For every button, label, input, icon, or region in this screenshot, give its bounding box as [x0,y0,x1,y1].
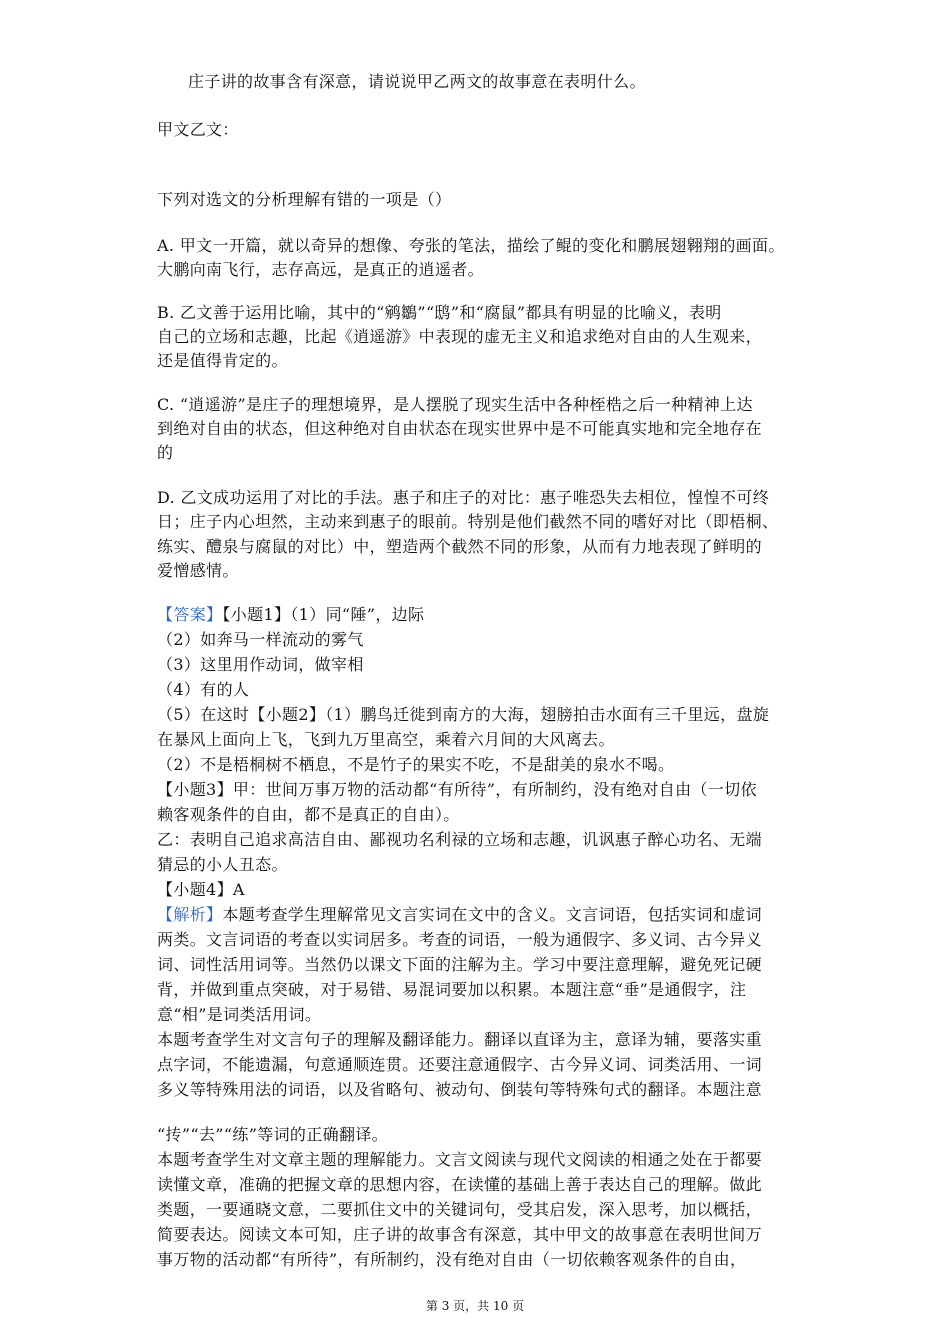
analysis-line: 背，并做到重点突破，对于易错、易混词要加以积累。本题注意“垂”是通假字，注 [157,980,747,999]
answer-line: 乙：表明自己追求高洁自由、鄙视功名利禄的立场和志趣，讥讽惠子醉心功名、无端 [157,830,762,849]
analysis-tag: 【解析】 [157,905,223,924]
option-c: C. “逍遥游”是庄子的理想境界，是人摆脱了现实生活中各种桎梏之后一种精神上达 [157,395,753,414]
analysis-text: 本题考查学生理解常见文言实词在文中的含义。文言词语，包括实词和虚词 [222,905,762,924]
analysis-line: 类题，一要通晓文意，二要抓住文中的关键词句，受其启发，深入思考，加以概括， [157,1200,762,1219]
analysis-line: 两类。文言词语的考查以实词居多。考查的词语，一般为通假字、多义词、古今异义 [157,930,762,949]
analysis-line: 事万物的活动都“有所待”，有所制约，没有绝对自由（一切依赖客观条件的自由， [157,1250,747,1269]
answer-line: 【小题3】甲：世间万事万物的活动都“有所待”，有所制约，没有绝对自由（一切依 [157,780,757,799]
option-c-line: 到绝对自由的状态，但这种绝对自由状态在现实世界中是不可能真实地和完全地存在 [157,419,762,438]
answer-line: （4）有的人 [157,680,250,699]
analysis-line: 意“相”是词类活用词。 [157,1005,322,1024]
option-d-line: 爱憎感情。 [157,561,239,580]
question-line: 庄子讲的故事含有深意，请说说甲乙两文的故事意在表明什么。 [188,72,646,91]
option-a: A. 甲文一开篇，就以奇异的想像、夸张的笔法，描绘了鲲的变化和鹏展翅翱翔的画面。 [157,236,785,255]
option-c-line: 的 [157,443,174,462]
analysis-line: 多义等特殊用法的词语，以及省略句、被动句、倒装句等特殊句式的翻译。本题注意 [157,1080,762,1099]
question-stem: 下列对选文的分析理解有错的一项是（） [157,190,452,209]
answer-line: 在暴风上面向上飞，飞到九万里高空，乘着六月间的大风离去。 [157,730,615,749]
answer-line: 【小题4】A [157,880,245,899]
analysis-line: 读懂文章，准确的把握文章的思想内容，在读懂的基础上善于表达自己的理解。做此 [157,1175,762,1194]
answer-line: （2）如奔马一样流动的雾气 [157,630,364,649]
option-b-line: 自己的立场和志趣，比起《逍遥游》中表现的虚无主义和追求绝对自由的人生观来， [157,327,762,346]
option-a-line: 大鹏向南飞行，志存高远，是真正的逍遥者。 [157,260,485,279]
analysis-line: 简要表达。阅读文本可知，庄子讲的故事含有深意，其中甲文的故事意在表明世间万 [157,1225,762,1244]
answer-text: 【小题1】（1）同“陲”，边际 [222,605,425,624]
answer-line: 赖客观条件的自由，都不是真正的自由）。 [157,805,460,824]
option-d: D. 乙文成功运用了对比的手法。惠子和庄子的对比：惠子唯恐失去相位，惶惶不可终 [157,488,770,507]
analysis-line [157,905,762,925]
answer-line [157,605,424,625]
analysis-line: 本题考查学生对文言句子的理解及翻译能力。翻译以直译为主，意译为辅，要落实重 [157,1030,762,1049]
analysis-line: “抟”“去”“练”等词的正确翻译。 [157,1125,389,1144]
page-number: 第 3 页，共 10 页 [425,1299,525,1313]
answer-line: 猜忌的小人丑态。 [157,855,288,874]
option-d-line: 日；庄子内心坦然，主动来到惠子的眼前。特别是他们截然不同的嗜好对比（即梧桐、 [157,512,779,531]
answer-line: （5）在这时【小题2】（1）鹏鸟迁徙到南方的大海，翅膀拍击水面有三千里远，盘旋 [157,705,770,724]
answer-line: （2）不是梧桐树不栖息，不是竹子的果实不吃，不是甜美的泉水不喝。 [157,755,675,774]
option-b-line: 还是值得肯定的。 [157,351,288,370]
analysis-line: 词、词性活用词等。当然仍以课文下面的注解为主。学习中要注意理解，避免死记硬 [157,955,762,974]
option-b: B. 乙文善于运用比喻，其中的“鹓鶵”“鸱”和“腐鼠”都具有明显的比喻义，表明 [157,303,722,322]
answer-tag: 【答案】 [157,605,223,624]
answer-blank-line: 甲文乙文： [157,120,239,139]
option-d-line: 练实、醴泉与腐鼠的对比）中，塑造两个截然不同的形象，从而有力地表现了鲜明的 [157,537,762,556]
analysis-line: 点字词，不能遗漏，句意通顺连贯。还要注意通假字、古今异义词、词类活用、一词 [157,1055,762,1074]
answer-line: （3）这里用作动词，做宰相 [157,655,364,674]
analysis-line: 本题考查学生对文章主题的理解能力。文言文阅读与现代文阅读的相通之处在于都要 [157,1150,762,1169]
